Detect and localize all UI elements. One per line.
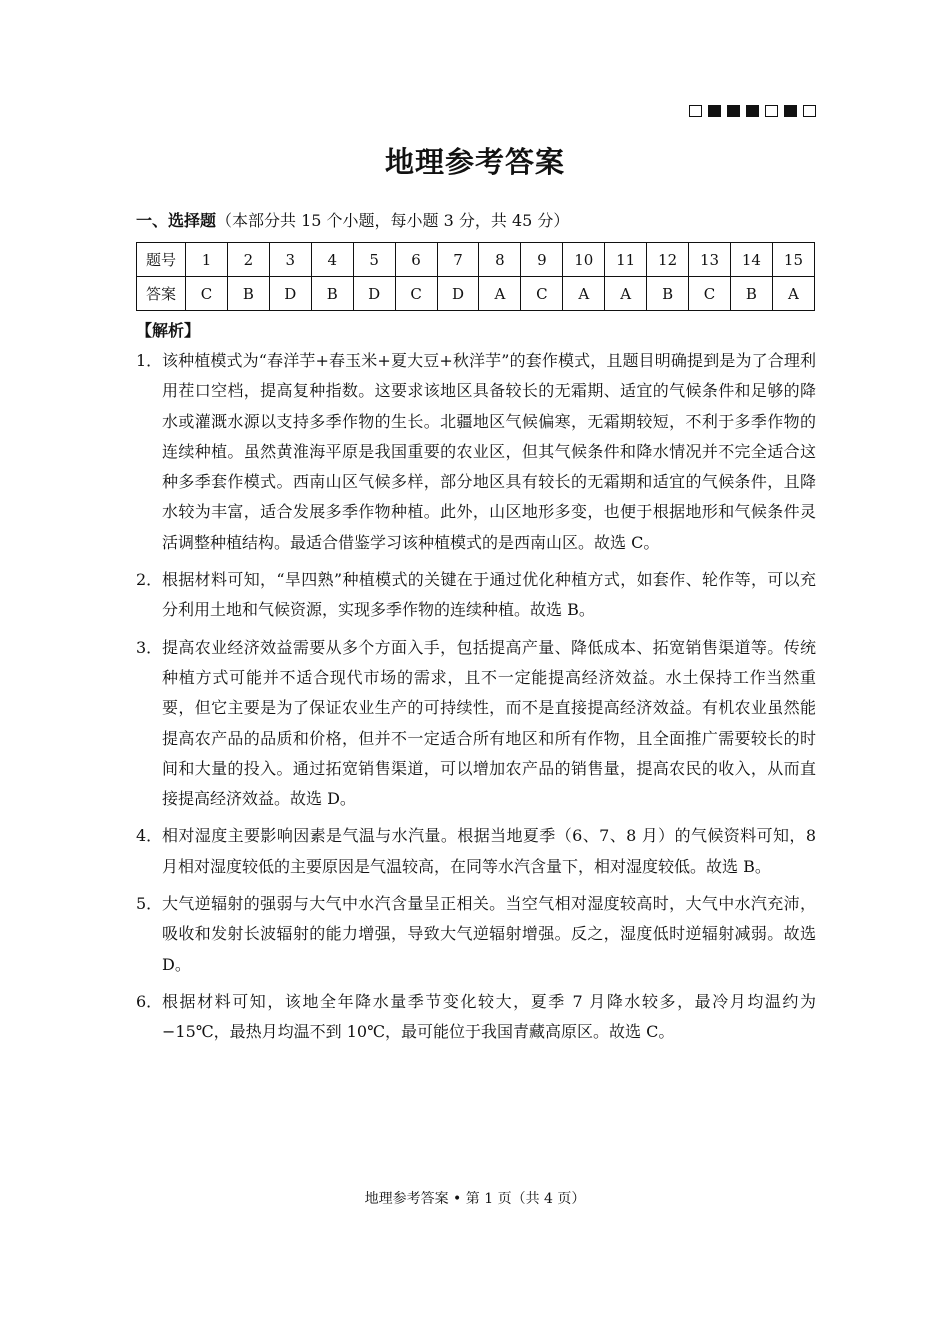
explanation-item [136, 987, 816, 1048]
explanation-item [136, 889, 816, 980]
hollow-square-mark [765, 105, 778, 117]
question-number-cell: 9 [521, 243, 563, 277]
explanation-number: 5． [136, 894, 163, 914]
explanation-text: 根据材料可知，“旱四熟”种植模式的关键在于通过优化种植方式，如套作、轮作等，可以充分利用土地和气候资源，实现多季作物的连续种植。故选 B。 [162, 570, 816, 620]
answer-cell: A [479, 277, 521, 311]
explanation-text: 根据材料可知，该地全年降水量季节变化较大，夏季 7 月降水较多，最冷月均温约为−15℃，最热月均温不到 10℃，最可能位于我国青藏高原区。故选 C。 [162, 991, 816, 1042]
answer-cell: C [395, 277, 437, 311]
row-label-number: 题号 [137, 243, 186, 277]
question-number-cell: 12 [647, 243, 689, 277]
hollow-square-mark [803, 105, 816, 117]
filled-square-mark [708, 105, 721, 117]
question-number-cell: 14 [730, 243, 772, 277]
question-number-cell: 8 [479, 243, 521, 277]
question-number-cell: 13 [689, 243, 731, 277]
answer-cell: D [437, 277, 479, 311]
explanation-text: 该种植模式为“春洋芋+春玉米+夏大豆+秋洋芋”的套作模式，且题目明确提到是为了合理利用茬口空档，提高复种指数。这要求该地区具备较长的无霜期、适宜的气候条件和足够的降水或灌溉水源以支持多季作物的生长。北疆地区气候偏寒，无霜期较短，不利于多季作物的连续种植。虽然黄淮海平原是我国重要的农业区，但其气候条件和降水情况并不完全适合这种多季套作模式。西南山区气候多样，部分地区具有较长的无霜期和适宜的气候条件，且降水较为丰富，适合发展多季作物种植。此外，山区地形多变，也便于根据地形和气候条件灵活调整种植结构。最适合借鉴学习该种植模式的是西南山区。故选 C。 [162, 351, 816, 552]
explanation-text: 相对湿度主要影响因素是气温与水汽量。根据当地夏季（6、7、8 月）的气候资料可知，8 月相对湿度较低的主要原因是气温较高，在同等水汽含量下，相对湿度较低。故选 B。 [162, 826, 816, 876]
explanation-number: 1． [136, 351, 163, 370]
explanation-number: 2． [136, 570, 163, 590]
page-title: 地理参考答案 [384, 145, 565, 179]
question-number-cell: 10 [563, 243, 605, 277]
explanation-number: 3． [136, 637, 163, 657]
question-number-cell: 1 [186, 243, 228, 277]
answer-cell: B [730, 277, 772, 311]
answer-cell: B [227, 277, 269, 311]
section-heading [136, 208, 569, 231]
question-number-cell: 15 [772, 243, 814, 277]
answer-row [137, 277, 815, 311]
answer-cell: C [186, 277, 228, 311]
question-number-cell: 7 [437, 243, 479, 277]
filled-square-mark [784, 105, 797, 117]
page-footer: 地理参考答案 • 第 1 页（共 4 页） [364, 1191, 586, 1207]
answer-cell: B [311, 277, 353, 311]
explanation-number: 4． [136, 826, 163, 846]
explanation-item [136, 633, 816, 815]
question-number-cell: 11 [605, 243, 647, 277]
hollow-square-mark [689, 105, 702, 117]
question-number-cell: 4 [311, 243, 353, 277]
answer-cell: A [605, 277, 647, 311]
document-code-marks [689, 105, 816, 117]
answer-cell: D [353, 277, 395, 311]
explanation-text: 大气逆辐射的强弱与大气中水汽含量呈正相关。当空气相对湿度较高时，大气中水汽充沛，吸收和发射长波辐射的能力增强，导致大气逆辐射增强。反之，湿度低时逆辐射减弱。故选 D。 [162, 894, 816, 974]
answer-cell: C [521, 277, 563, 311]
answer-cell: A [563, 277, 605, 311]
explanation-number: 6． [136, 991, 163, 1011]
explanation-list [136, 346, 816, 1055]
answer-cell: D [269, 277, 311, 311]
answer-cell: C [689, 277, 731, 311]
row-label-answer: 答案 [137, 277, 186, 311]
filled-square-mark [727, 105, 740, 117]
section-title: 一、选择题 [136, 211, 217, 230]
question-number-row [137, 243, 815, 277]
explanation-text: 提高农业经济效益需要从多个方面入手，包括提高产量、降低成本、拓宽销售渠道等。传统种植方式可能并不适合现代市场的需求，且不一定能提高经济效益。水土保持工作当然重要，但它主要是为了保证农业生产的可持续性，而不是直接提高经济效益。有机农业虽然能提高农产品的品质和价格，但并不一定适合所有地区和所有作物，且全面推广需要较长的时间和大量的投入。通过拓宽销售渠道，可以增加农产品的销售量，提高农民的收入，从而直接提高经济效益。故选 D。 [162, 637, 816, 809]
explanation-item [136, 346, 816, 558]
answer-cell: B [647, 277, 689, 311]
analysis-heading: 【解析】 [136, 321, 201, 340]
question-number-cell: 3 [269, 243, 311, 277]
answer-cell: A [772, 277, 814, 311]
question-number-cell: 5 [353, 243, 395, 277]
filled-square-mark [746, 105, 759, 117]
question-number-cell: 6 [395, 243, 437, 277]
section-note: （本部分共 15 个小题，每小题 3 分，共 45 分） [216, 211, 570, 230]
answer-table [136, 242, 815, 311]
explanation-item [136, 821, 816, 882]
question-number-cell: 2 [227, 243, 269, 277]
explanation-item [136, 565, 816, 626]
